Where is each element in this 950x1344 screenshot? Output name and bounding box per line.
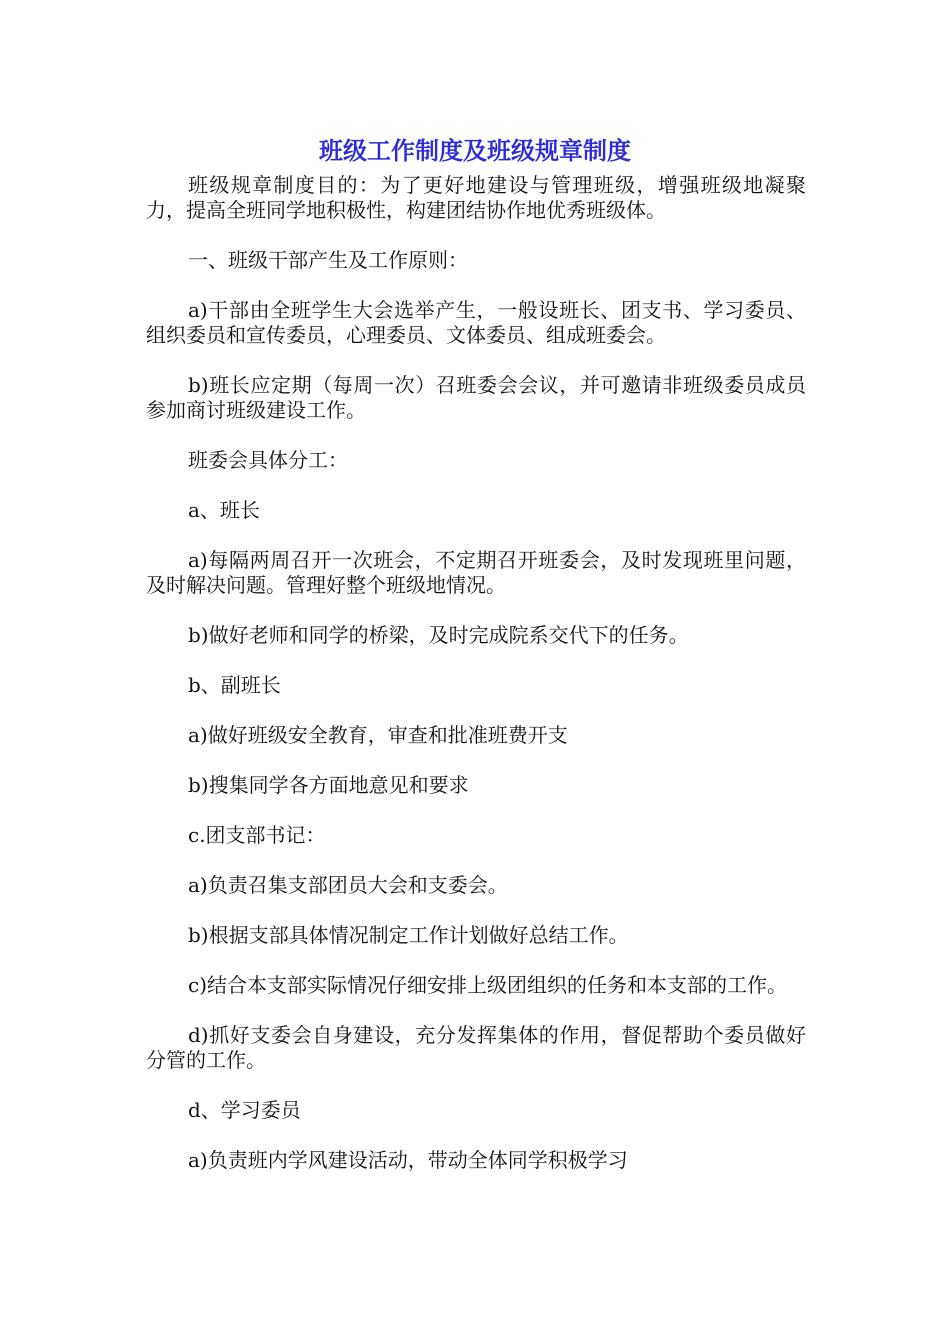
paragraph-meetings: b)班长应定期（每周一次）召班委会会议，并可邀请非班级委员成员参加商讨班级建设工作。 <box>146 373 806 422</box>
paragraph-study-committee-heading: d、学习委员 <box>188 1098 301 1122</box>
paragraph-league-duty-a: a)负责召集支部团员大会和支委会。 <box>188 873 508 897</box>
paragraph-vice-monitor-heading: b、副班长 <box>188 673 281 697</box>
paragraph-vice-monitor-duty-b: b)搜集同学各方面地意见和要求 <box>188 773 469 797</box>
paragraph-election: a)干部由全班学生大会选举产生，一般设班长、团支书、学习委员、组织委员和宣传委员，心理委员、文体委员、组成班委会。 <box>146 298 806 347</box>
paragraph-monitor-duty-b: b)做好老师和同学的桥梁，及时完成院系交代下的任务。 <box>188 623 689 647</box>
paragraph-league-duty-b: b)根据支部具体情况制定工作计划做好总结工作。 <box>188 923 629 947</box>
paragraph-monitor-duty-a: a)每隔两周召开一次班会，不定期召开班委会，及时发现班里问题，及时解决问题。管理好整个班级地情况。 <box>146 548 806 597</box>
document-title: 班级工作制度及班级规章制度 <box>319 137 631 165</box>
paragraph-league-duty-d: d)抓好支委会自身建设，充分发挥集体的作用，督促帮助个委员做好分管的工作。 <box>146 1023 806 1072</box>
paragraph-study-duty-a: a)负责班内学风建设活动，带动全体同学积极学习 <box>188 1148 628 1172</box>
paragraph-division-heading: 班委会具体分工： <box>188 448 348 472</box>
paragraph-monitor-heading: a、班长 <box>188 498 260 522</box>
paragraph-league-secretary-heading: c.团支部书记： <box>188 823 326 847</box>
paragraph-purpose: 班级规章制度目的：为了更好地建设与管理班级，增强班级地凝聚力，提高全班同学地积极性，构建团结协作地优秀班级体。 <box>146 173 806 222</box>
paragraph-section-1-heading: 一、班级干部产生及工作原则： <box>188 248 468 272</box>
paragraph-league-duty-c: c)结合本支部实际情况仔细安排上级团组织的任务和本支部的工作。 <box>188 973 788 997</box>
paragraph-vice-monitor-duty-a: a)做好班级安全教育，审查和批准班费开支 <box>188 723 568 747</box>
document-body <box>146 173 806 1198</box>
